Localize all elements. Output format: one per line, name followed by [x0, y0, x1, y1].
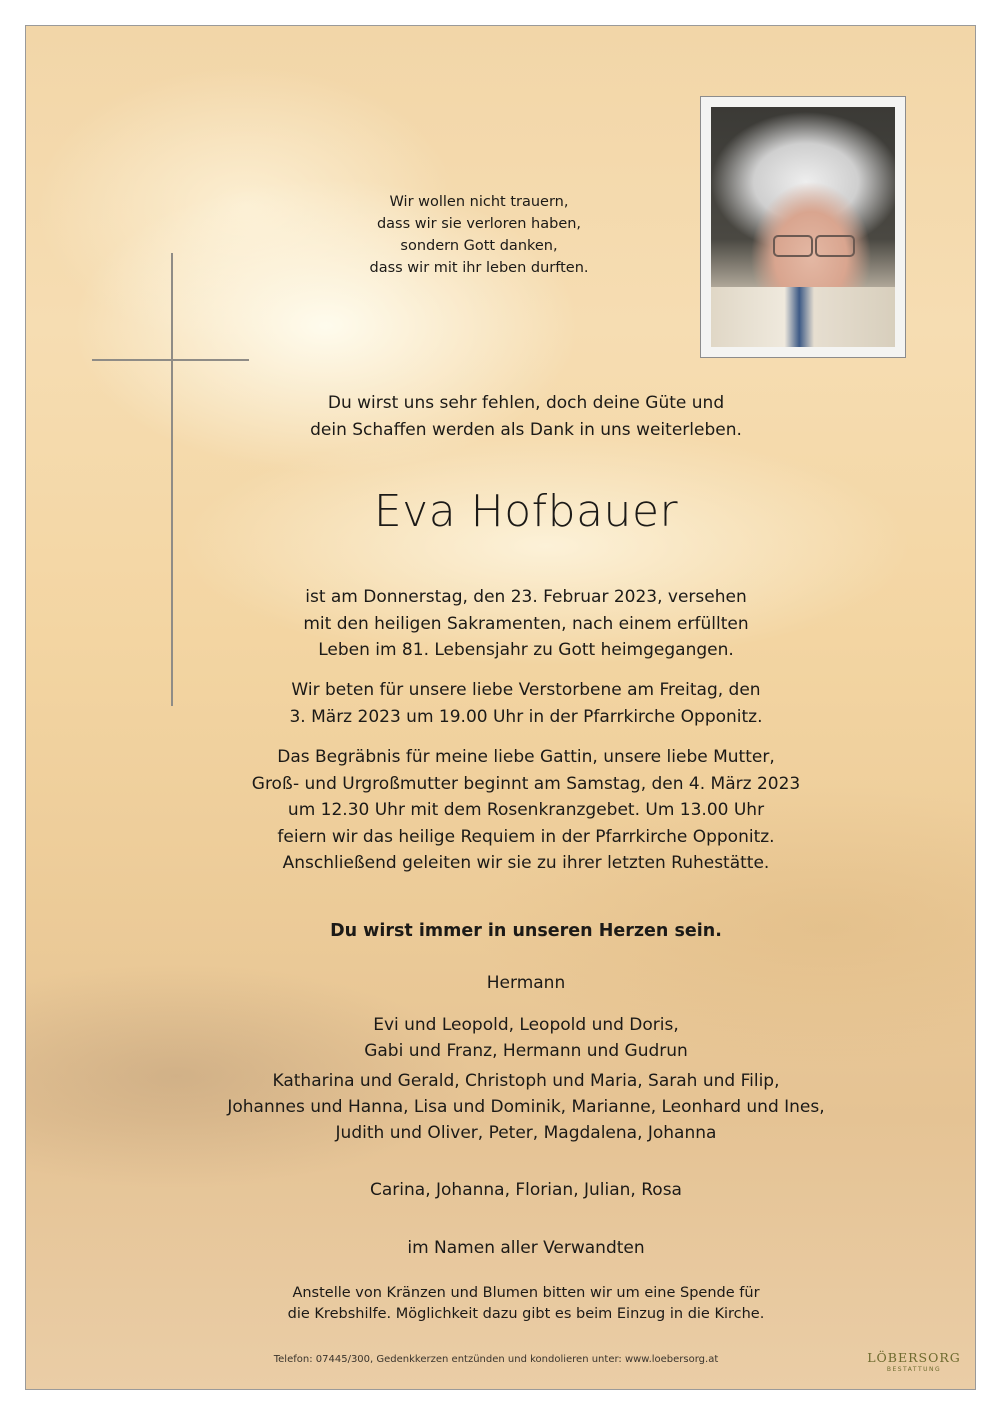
logo-tagline: BESTATTUNG — [886, 1366, 942, 1373]
footer-contact: Telefon: 07445/300, Gedenkkerzen entzünden und kondolieren unter: www.loebersorg.at — [273, 1354, 719, 1365]
family-grandchildren: Katharina und Gerald, Christoph und Maria, Sarah und Filip, Johannes und Hanna, Lisa und Dominik, Marianne, Leonhard und Ines, Judith und Oliver, Peter, Magdalena, Johanna — [227, 1071, 825, 1143]
farewell-text: Du wirst uns sehr fehlen, doch deine Güte und dein Schaffen werden als Dank in uns weiterleben. — [310, 393, 742, 440]
portrait-photo — [711, 107, 895, 347]
family-relatives: im Namen aller Verwandten — [407, 1238, 645, 1258]
family-children: Evi und Leopold, Leopold und Doris, Gabi und Franz, Hermann und Gudrun — [364, 1015, 688, 1061]
poem: Wir wollen nicht trauern, dass wir sie verloren haben, sondern Gott danken, dass wir mit ihr leben durften. — [369, 194, 589, 276]
cross-icon-vertical — [171, 253, 173, 706]
death-notice: ist am Donnerstag, den 23. Februar 2023, versehen mit den heiligen Sakramenten, nach einem erfüllten Leben im 81. Lebensjahr zu Gott heimgegangen. — [303, 587, 749, 660]
glasses-shape — [773, 235, 813, 257]
family-great-grandchildren: Carina, Johanna, Florian, Julian, Rosa — [370, 1180, 682, 1200]
prayer-notice: Wir beten für unsere liebe Verstorbene am Freitag, den 3. März 2023 um 19.00 Uhr in der Pfarrkirche Opponitz. — [289, 680, 763, 727]
logo-name: LÖBERSORG — [867, 1350, 961, 1365]
funeral-notice: Das Begräbnis für meine liebe Gattin, unsere liebe Mutter, Groß- und Urgroßmutter beginnt am Samstag, den 4. März 2023 um 12.30 Uhr mit dem Rosenkranzgebet. Um 13.00 Uhr feiern wir das heilige Requiem in der Pfarrkirche Opponitz. Anschließend geleiten wir sie zu ihrer letzten Ruhestätte. — [251, 747, 801, 873]
family-spouse: Hermann — [486, 973, 566, 993]
obituary-card — [25, 25, 976, 1390]
deceased-name: Eva Hofbauer — [373, 486, 679, 537]
glasses-shape — [815, 235, 855, 257]
portrait-frame — [700, 96, 906, 358]
cross-icon-horizontal — [92, 359, 249, 361]
donation-note: Anstelle von Kränzen und Blumen bitten wir um eine Spende für die Krebshilfe. Möglichkeit dazu gibt es beim Einzug in die Kirche. — [287, 1285, 765, 1322]
brand-logo — [864, 1350, 964, 1373]
portrait-clothing — [711, 287, 895, 347]
motto: Du wirst immer in unseren Herzen sein. — [330, 921, 722, 941]
